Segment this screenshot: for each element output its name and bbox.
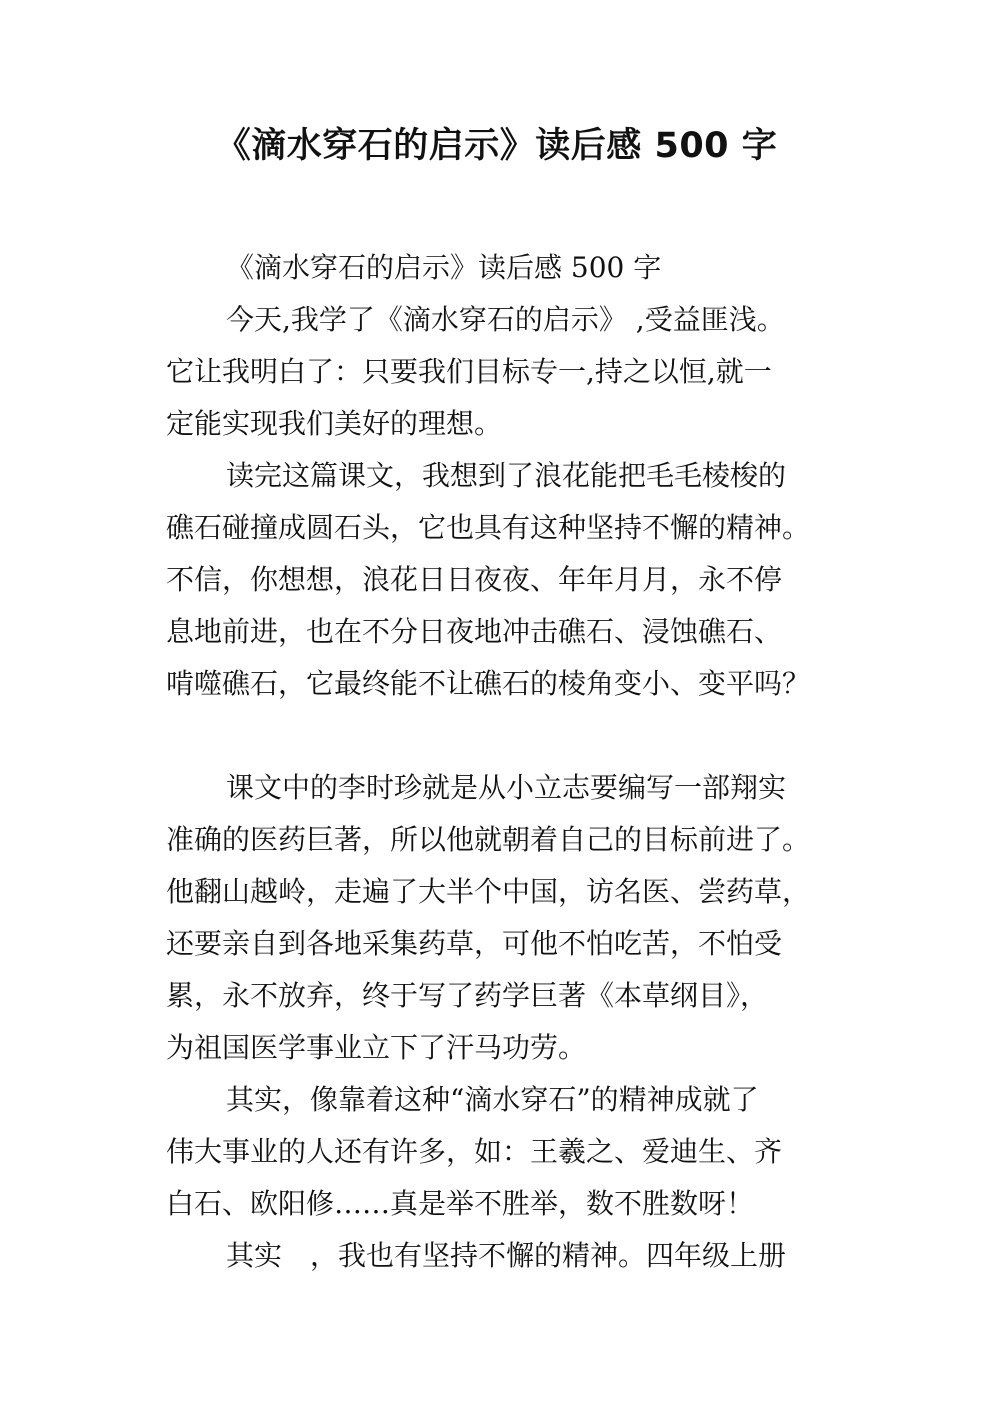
- document-body-section-2: [166, 762, 846, 1282]
- body-line: 今天,我学了《滴水穿石的启示》 ,受益匪浅。: [226, 303, 785, 336]
- document-title: 《滴水穿石的启示》读后感 500 字: [215, 126, 778, 166]
- body-line: 他翻山越岭，走遍了大半个中国，访名医、尝药草，: [166, 875, 811, 908]
- body-line: 它让我明白了：只要我们目标专一,持之以恒,就一: [166, 355, 772, 388]
- document-body-section-1: [166, 242, 846, 710]
- body-line: 《滴水穿石的启示》读后感 500 字: [226, 251, 662, 284]
- body-line: 为祖国医学事业立下了汗马功劳。: [166, 1031, 587, 1064]
- body-line: 白石、欧阳修……真是举不胜举，数不胜数呀！: [166, 1187, 755, 1220]
- body-line: 其实，像靠着这种“滴水穿石”的精神成就了: [226, 1083, 759, 1116]
- body-line: 读完这篇课文，我想到了浪花能把毛毛棱梭的: [226, 459, 787, 492]
- body-line: 伟大事业的人还有许多，如：王羲之、爱迪生、齐: [166, 1135, 783, 1168]
- body-line: 不信，你想想，浪花日日夜夜、年年月月，永不停: [166, 563, 783, 596]
- body-line: 其实 ，我也有坚持不懈的精神。四年级上册: [226, 1239, 787, 1272]
- body-line: 定能实现我们美好的理想。: [166, 407, 503, 440]
- body-line: 礁石碰撞成圆石头，它也具有这种坚持不懈的精神。: [166, 511, 811, 544]
- body-line: 课文中的李时珍就是从小立志要编写一部翔实: [226, 771, 787, 804]
- body-line: 啃噬礁石，它最终能不让礁石的棱角变小、变平吗？: [166, 667, 811, 700]
- body-line: 准确的医药巨著，所以他就朝着自己的目标前进了。: [166, 823, 811, 856]
- body-line: 累，永不放弃，终于写了药学巨著《本草纲目》，: [166, 979, 769, 1012]
- body-line: 还要亲自到各地采集药草，可他不怕吃苦，不怕受: [166, 927, 783, 960]
- body-line: 息地前进，也在不分日夜地冲击礁石、浸蚀礁石、: [166, 615, 783, 648]
